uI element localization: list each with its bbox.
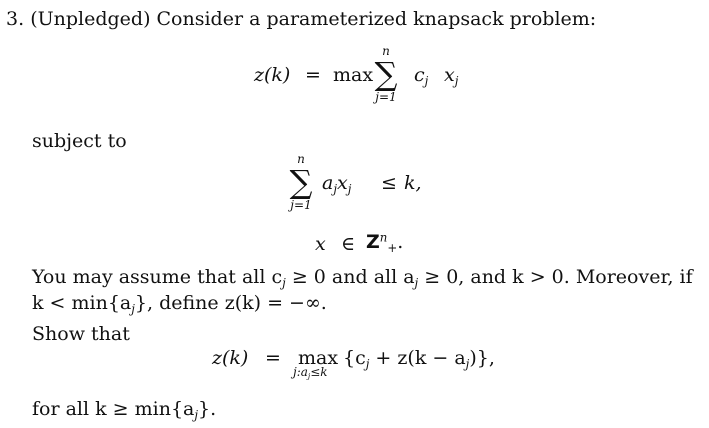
- objective-lhs-text: z(k): [254, 64, 291, 86]
- constraint-ajxj: $a_jx_j$: [322, 172, 352, 197]
- recurrence-max: max: [298, 347, 339, 369]
- recurrence-lhs: z(k): [212, 347, 249, 369]
- domain-x: x: [315, 233, 326, 255]
- recurrence-under: $j:a_j\le k$: [293, 365, 328, 381]
- constraint-rhs: k,: [404, 172, 422, 194]
- for-all-line: for all $k \ge \min\{a_j\}$.: [32, 398, 217, 423]
- domain-in: ∈: [341, 233, 356, 255]
- problem-heading: [6, 8, 596, 30]
- assumption-line-1: You may assume that all $c_j \ge 0$ and all $a_j \ge 0$, and k > 0. Moreover, if: [32, 266, 693, 291]
- constraint-sum-upper: n: [297, 152, 305, 166]
- constraint-rel: ≤: [381, 172, 397, 194]
- objective-eq: =: [305, 64, 321, 86]
- domain-set: $Z^n_+$.: [366, 230, 404, 256]
- problem-heading-text: (Unpledged) Consider a parameterized knapsack problem:: [30, 8, 597, 30]
- objective-xj: $x_j$: [444, 64, 459, 89]
- objective-max: max: [333, 64, 374, 86]
- sigma-symbol: ∑: [374, 55, 398, 93]
- sum-upper-limit: n: [382, 44, 390, 58]
- problem-number: 3.: [6, 8, 25, 30]
- recurrence-eq: =: [265, 347, 281, 369]
- constraint-sum-lower: j=1: [290, 198, 312, 212]
- show-that-label: Show that: [32, 323, 130, 345]
- sum-lower-limit: j=1: [375, 90, 397, 104]
- objective-sum: [368, 44, 404, 104]
- constraint-sigma-symbol: ∑: [289, 163, 313, 201]
- subject-to-label: subject to: [32, 130, 127, 152]
- assumption-line-2: $k < \min\{a_j\}$, define z(k) = −∞.: [32, 292, 327, 317]
- objective-cj: $c_j$: [414, 64, 429, 89]
- recurrence-rhs: $\{c_j + z(k - a_j)\}$,: [343, 347, 495, 372]
- objective-lhs: [254, 64, 290, 86]
- constraint-sum: [283, 152, 319, 212]
